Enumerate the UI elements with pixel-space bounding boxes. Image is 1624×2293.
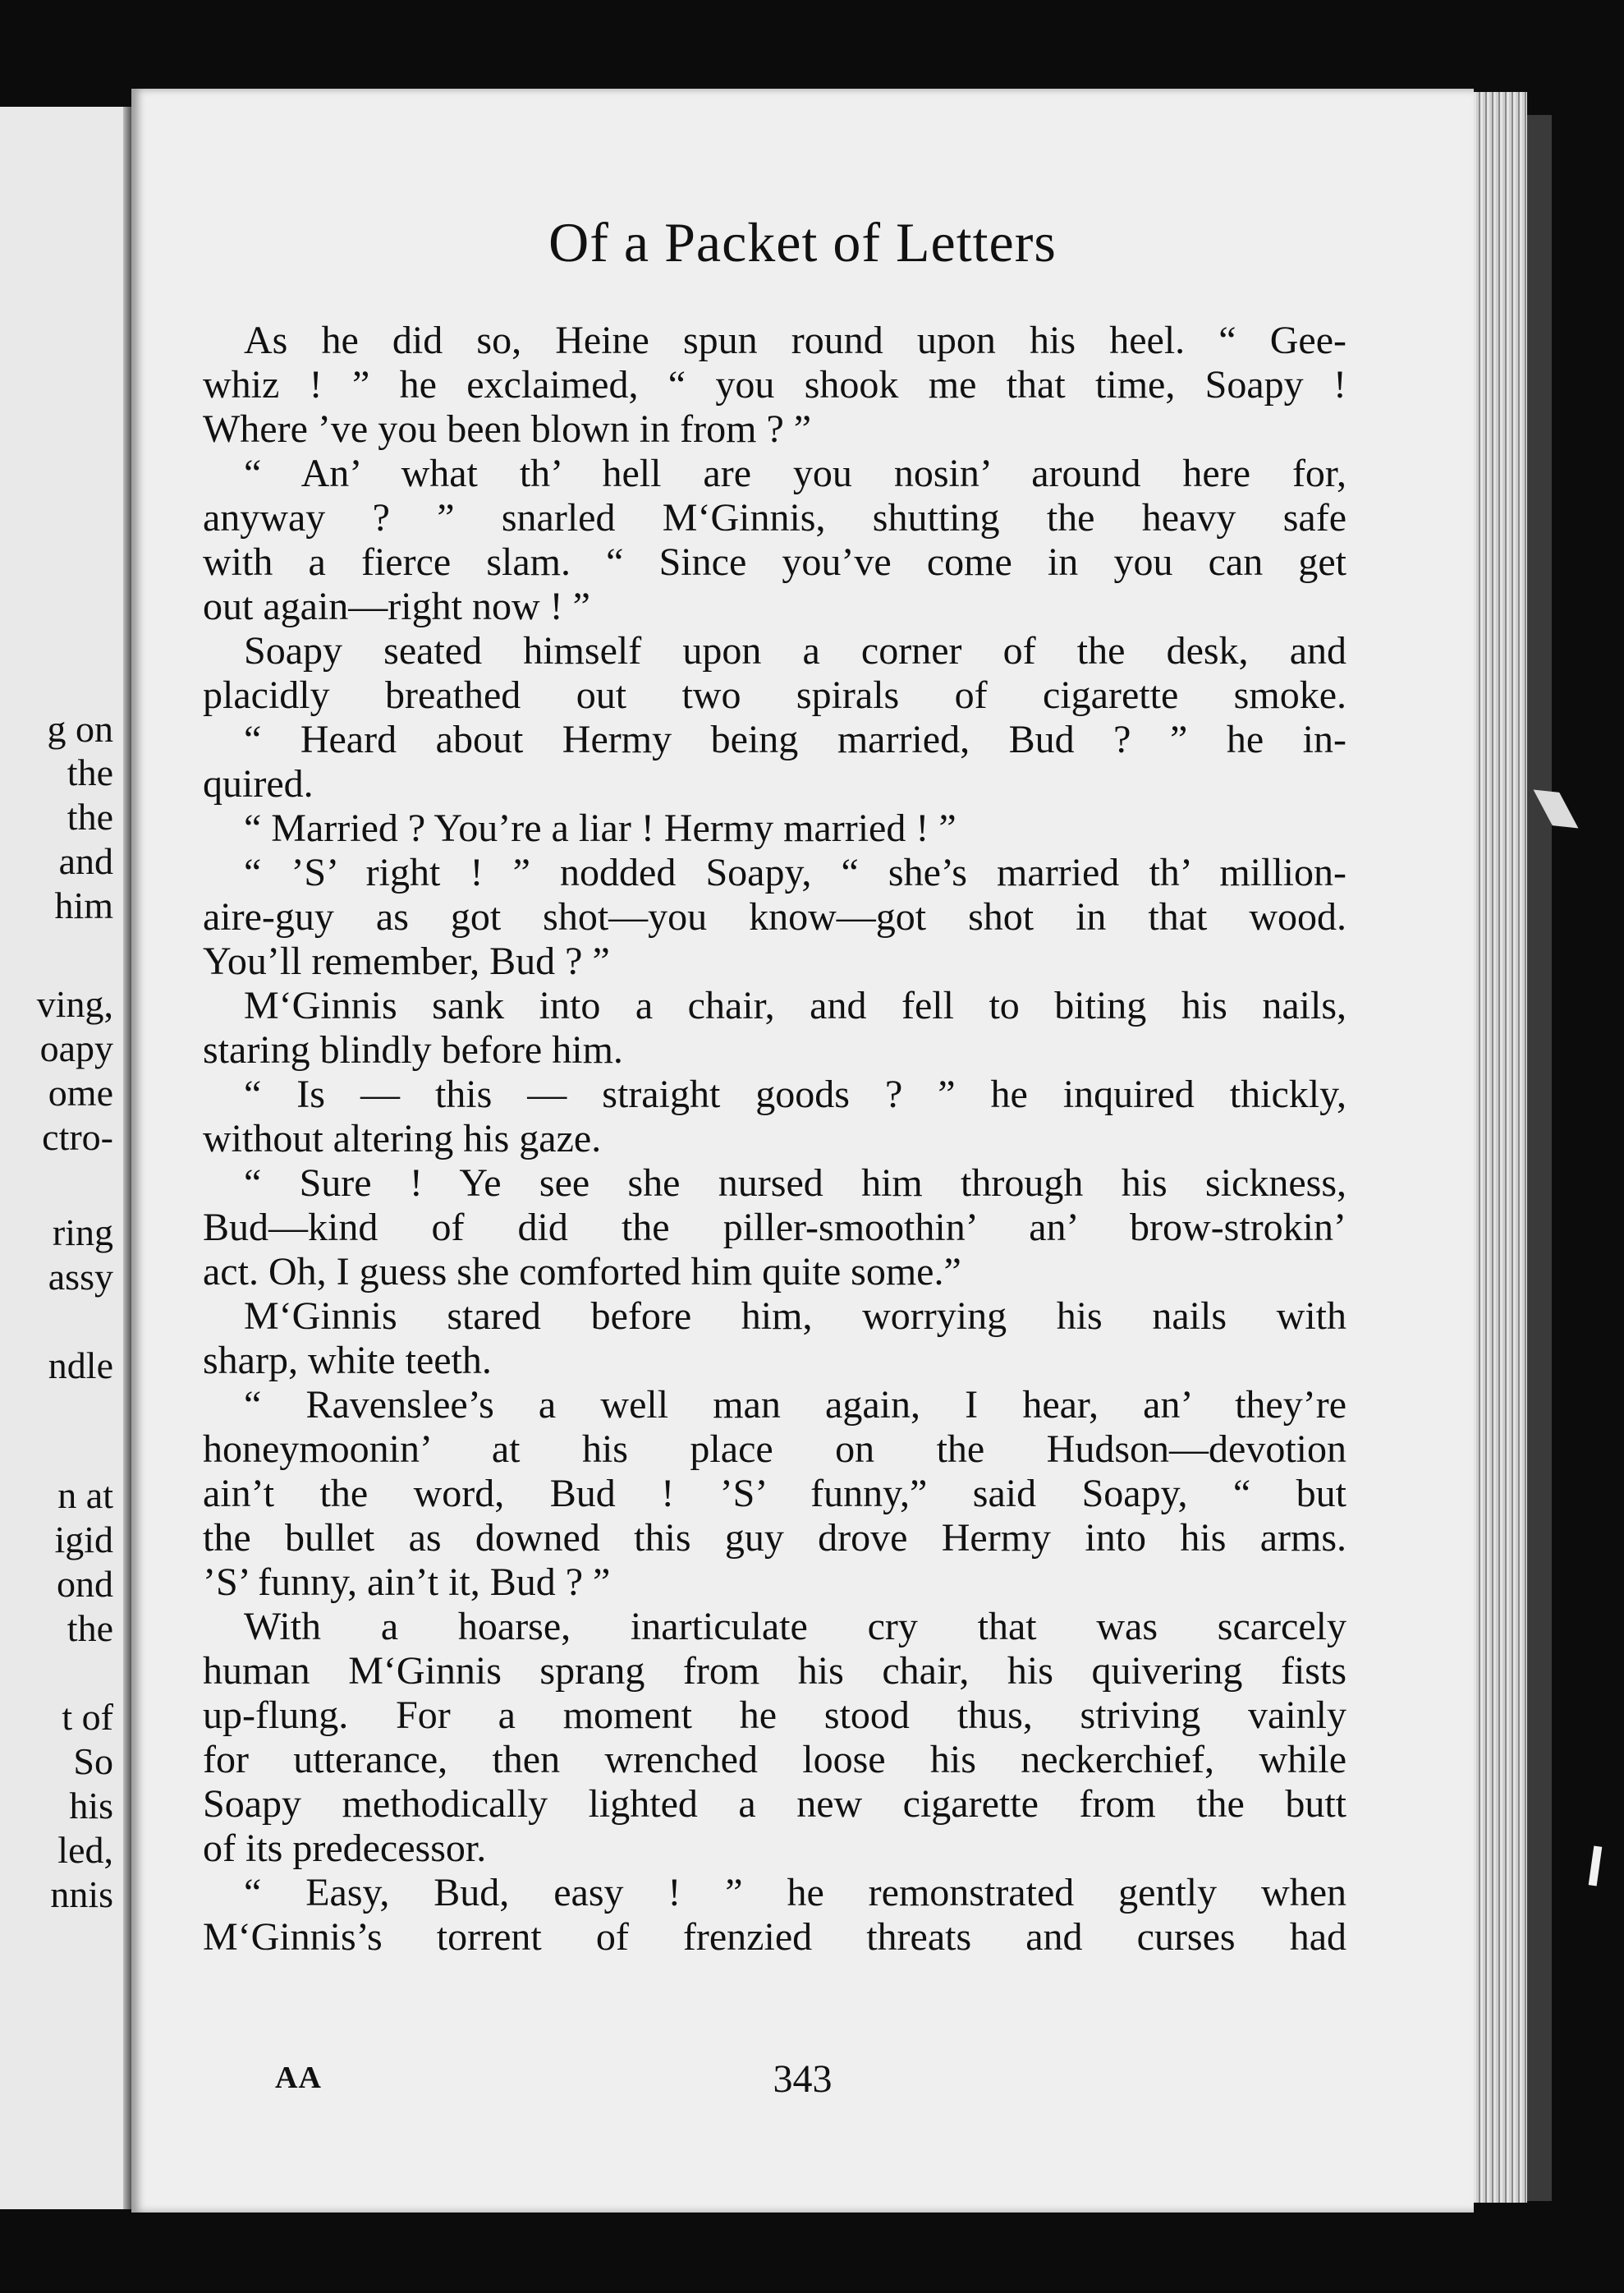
text-line: M‘Ginnis sank into a chair, and fell to biting his nails, — [244, 984, 1346, 1027]
left-page-fragment: t of — [62, 1696, 113, 1738]
left-page-fragment: ome — [48, 1072, 113, 1114]
left-page-fragment: his — [69, 1785, 113, 1827]
page-body — [203, 319, 1346, 1960]
book-cover-edge — [1527, 115, 1552, 2201]
text-line: the bullet as downed this guy drove Hermy into his arms. — [203, 1516, 1346, 1560]
left-page-fragment: So — [73, 1740, 113, 1782]
text-line: ain’t the word, Bud ! ’S’ funny,” said Soapy, “ but — [203, 1472, 1346, 1515]
text-line: ’S’ funny, ain’t it, Bud ? ” — [203, 1560, 611, 1604]
text-line: placidly breathed out two spirals of cigarette smoke. — [203, 673, 1346, 717]
left-page-fragment: the — [67, 1607, 113, 1649]
text-line: honeymoonin’ at his place on the Hudson—devotion — [203, 1427, 1346, 1471]
text-line: up-flung. For a moment he stood thus, striving vainly — [203, 1693, 1346, 1737]
page-number: 343 — [773, 2057, 833, 2101]
text-line: aire-guy as got shot—you know—got shot in that wood. — [203, 895, 1346, 939]
text-line: With a hoarse, inarticulate cry that was scarcely — [244, 1605, 1346, 1648]
signature-mark: AA — [275, 2061, 322, 2095]
left-page-fragment: led, — [57, 1829, 113, 1871]
book-page — [131, 89, 1474, 2213]
text-line: whiz ! ” he exclaimed, “ you shook me that time, Soapy ! — [203, 363, 1346, 407]
text-line: Bud—kind of did the piller-smoothin’ an’ brow-strokin’ — [203, 1206, 1346, 1249]
text-line: “ Married ? You’re a liar ! Hermy married ! ” — [244, 806, 957, 850]
text-line: M‘Ginnis stared before him, worrying his nails with — [244, 1294, 1346, 1338]
text-line: Soapy seated himself upon a corner of the desk, and — [244, 629, 1346, 673]
text-line: Where ’ve you been blown in from ? ” — [203, 407, 812, 451]
left-page-fragment: the — [67, 751, 113, 793]
text-line: human M‘Ginnis sprang from his chair, his quivering fists — [203, 1649, 1346, 1693]
left-page-fragment: ring — [52, 1211, 113, 1253]
left-page-fragment: oapy — [39, 1027, 113, 1069]
text-line: anyway ? ” snarled M‘Ginnis, shutting the heavy safe — [203, 496, 1346, 540]
left-page-fragment: ndle — [48, 1344, 113, 1386]
text-line: “ ’S’ right ! ” nodded Soapy, “ she’s married th’ million- — [244, 851, 1346, 894]
left-page-edge — [0, 107, 136, 2209]
text-line: for utterance, then wrenched loose his neckerchief, while — [203, 1738, 1346, 1781]
text-line: You’ll remember, Bud ? ” — [203, 940, 610, 983]
text-line: “ Sure ! Ye see she nursed him through his sickness, — [244, 1161, 1346, 1205]
text-line: Soapy methodically lighted a new cigarette from the butt — [203, 1782, 1346, 1826]
text-line: M‘Ginnis’s torrent of frenzied threats and curses had — [203, 1915, 1346, 1959]
text-line: “ An’ what th’ hell are you nosin’ around here for, — [244, 452, 1346, 495]
left-page-fragment: ving, — [36, 983, 113, 1025]
text-line: with a fierce slam. “ Since you’ve come in you can get — [203, 540, 1346, 584]
paper-speck — [1589, 1846, 1603, 1886]
left-page-fragment: nnis — [50, 1873, 113, 1915]
text-line: of its predecessor. — [203, 1827, 487, 1870]
text-line: out again—right now ! ” — [203, 585, 590, 628]
text-line: act. Oh, I guess she comforted him quite some.” — [203, 1250, 961, 1294]
left-page-fragment: and — [58, 840, 113, 882]
text-line: staring blindly before him. — [203, 1028, 623, 1072]
left-page-fragment: igid — [54, 1519, 113, 1560]
book-gutter — [123, 107, 131, 2209]
text-line: As he did so, Heine spun round upon his heel. “ Gee- — [244, 319, 1346, 362]
left-page-fragment: ond — [57, 1563, 113, 1605]
page-title: Of a Packet of Letters — [548, 211, 1057, 273]
left-page-fragment: the — [67, 796, 113, 838]
left-page-fragment: assy — [48, 1256, 113, 1298]
left-page-fragment: ctro- — [42, 1116, 113, 1158]
text-line: without altering his gaze. — [203, 1117, 602, 1160]
left-page-fragment: n at — [57, 1474, 113, 1516]
text-line: quired. — [203, 762, 314, 806]
page-stack-edge — [1470, 92, 1527, 2203]
text-line: “ Ravenslee’s a well man again, I hear, an’ they’re — [244, 1383, 1346, 1427]
text-line: “ Heard about Hermy being married, Bud ? ” he in- — [244, 718, 1346, 761]
left-page-fragment: g on — [47, 708, 113, 750]
text-line: sharp, white teeth. — [203, 1339, 492, 1382]
left-page-fragment: him — [54, 885, 113, 926]
text-line: “ Easy, Bud, easy ! ” he remonstrated gently when — [244, 1871, 1346, 1914]
text-line: “ Is — this — straight goods ? ” he inquired thickly, — [244, 1073, 1346, 1116]
